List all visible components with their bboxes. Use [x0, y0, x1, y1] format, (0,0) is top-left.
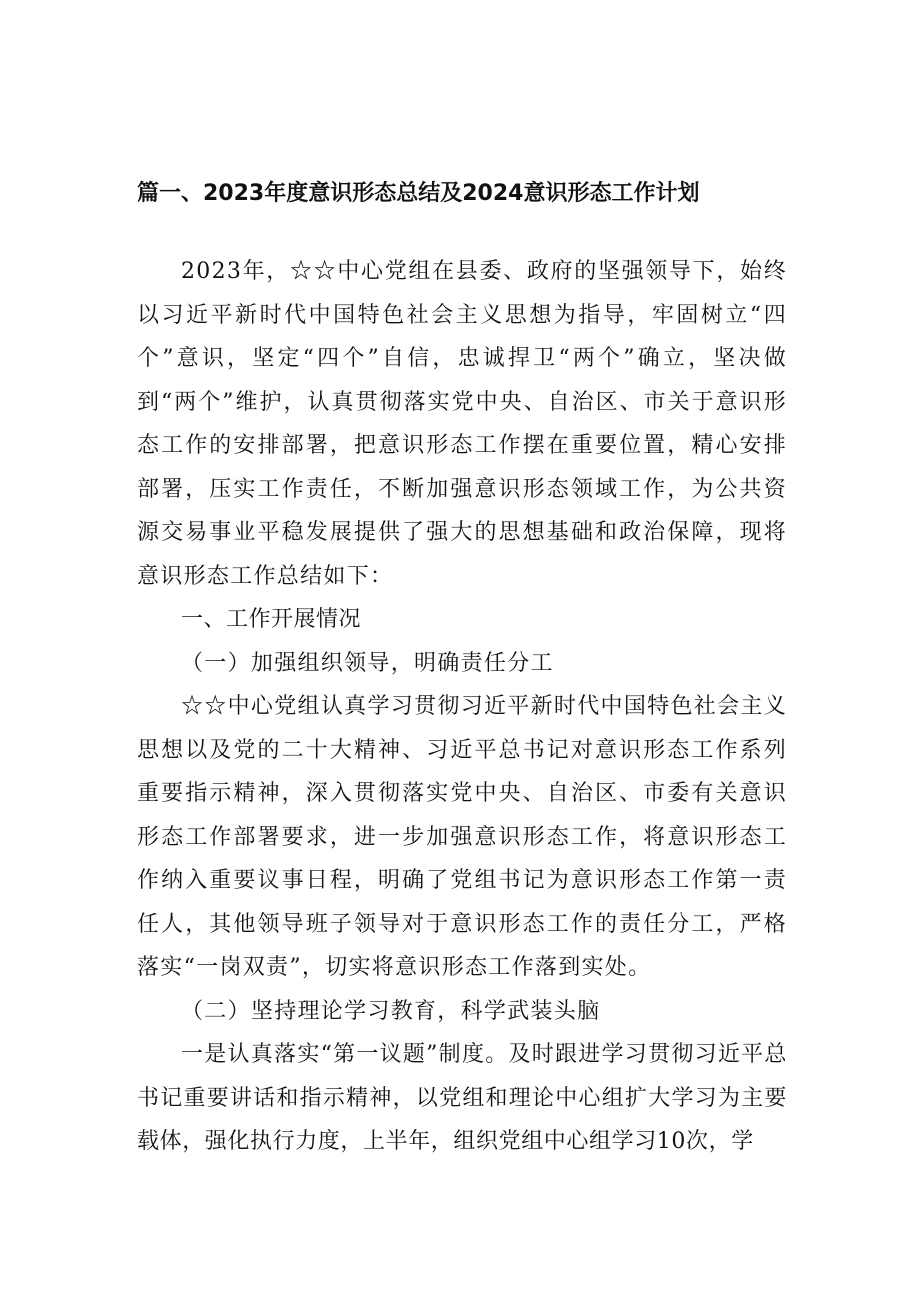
document-body: [137, 250, 787, 1164]
document-title: 篇一、2023年度意识形态总结及2024意识形态工作计划: [137, 181, 700, 206]
subsection-heading-theory-study: （二）坚持理论学习教育，科学武装头脑: [181, 998, 601, 1024]
subsection-heading-organization: （一）加强组织领导，明确责任分工: [181, 650, 554, 676]
subsection-paragraph-organization: ☆☆中心党组认真学习贯彻习近平新时代中国特色社会主义思想以及党的二十大精神、习近平总书记对意识形态工作系列重要指示精神，深入贯彻落实党中央、自治区、市委有关意识形态工作部署要求，进一步加强意识形态工作，将意识形态工作纳入重要议事日程，明确了党组书记为意识形态工作第一责任人，其他领导班子领导对于意识形态工作的责任分工，严格落实“一岗双责”，切实将意识形态工作落到实处。: [137, 694, 787, 980]
subsection-paragraph-theory-study: 一是认真落实“第一议题”制度。及时跟进学习贯彻习近平总书记重要讲话和指示精神，以党组和理论中心组扩大学习为主要载体，强化执行力度，上半年，组织党组中心组学习10次，学: [137, 1042, 787, 1154]
intro-paragraph: 2023年，☆☆中心党组在县委、政府的坚强领导下，始终以习近平新时代中国特色社会主义思想为指导，牢固树立“四个”意识，坚定“四个”自信，忠诚捍卫“两个”确立，坚决做到“两个”维护，认真贯彻落实党中央、自治区、市关于意识形态工作的安排部署，把意识形态工作摆在重要位置，精心安排部署，压实工作责任，不断加强意识形态领域工作，为公共资源交易事业平稳发展提供了强大的思想基础和政治保障，现将意识形态工作总结如下：: [137, 259, 787, 589]
section-heading-work-progress: 一、工作开展情况: [181, 607, 362, 632]
